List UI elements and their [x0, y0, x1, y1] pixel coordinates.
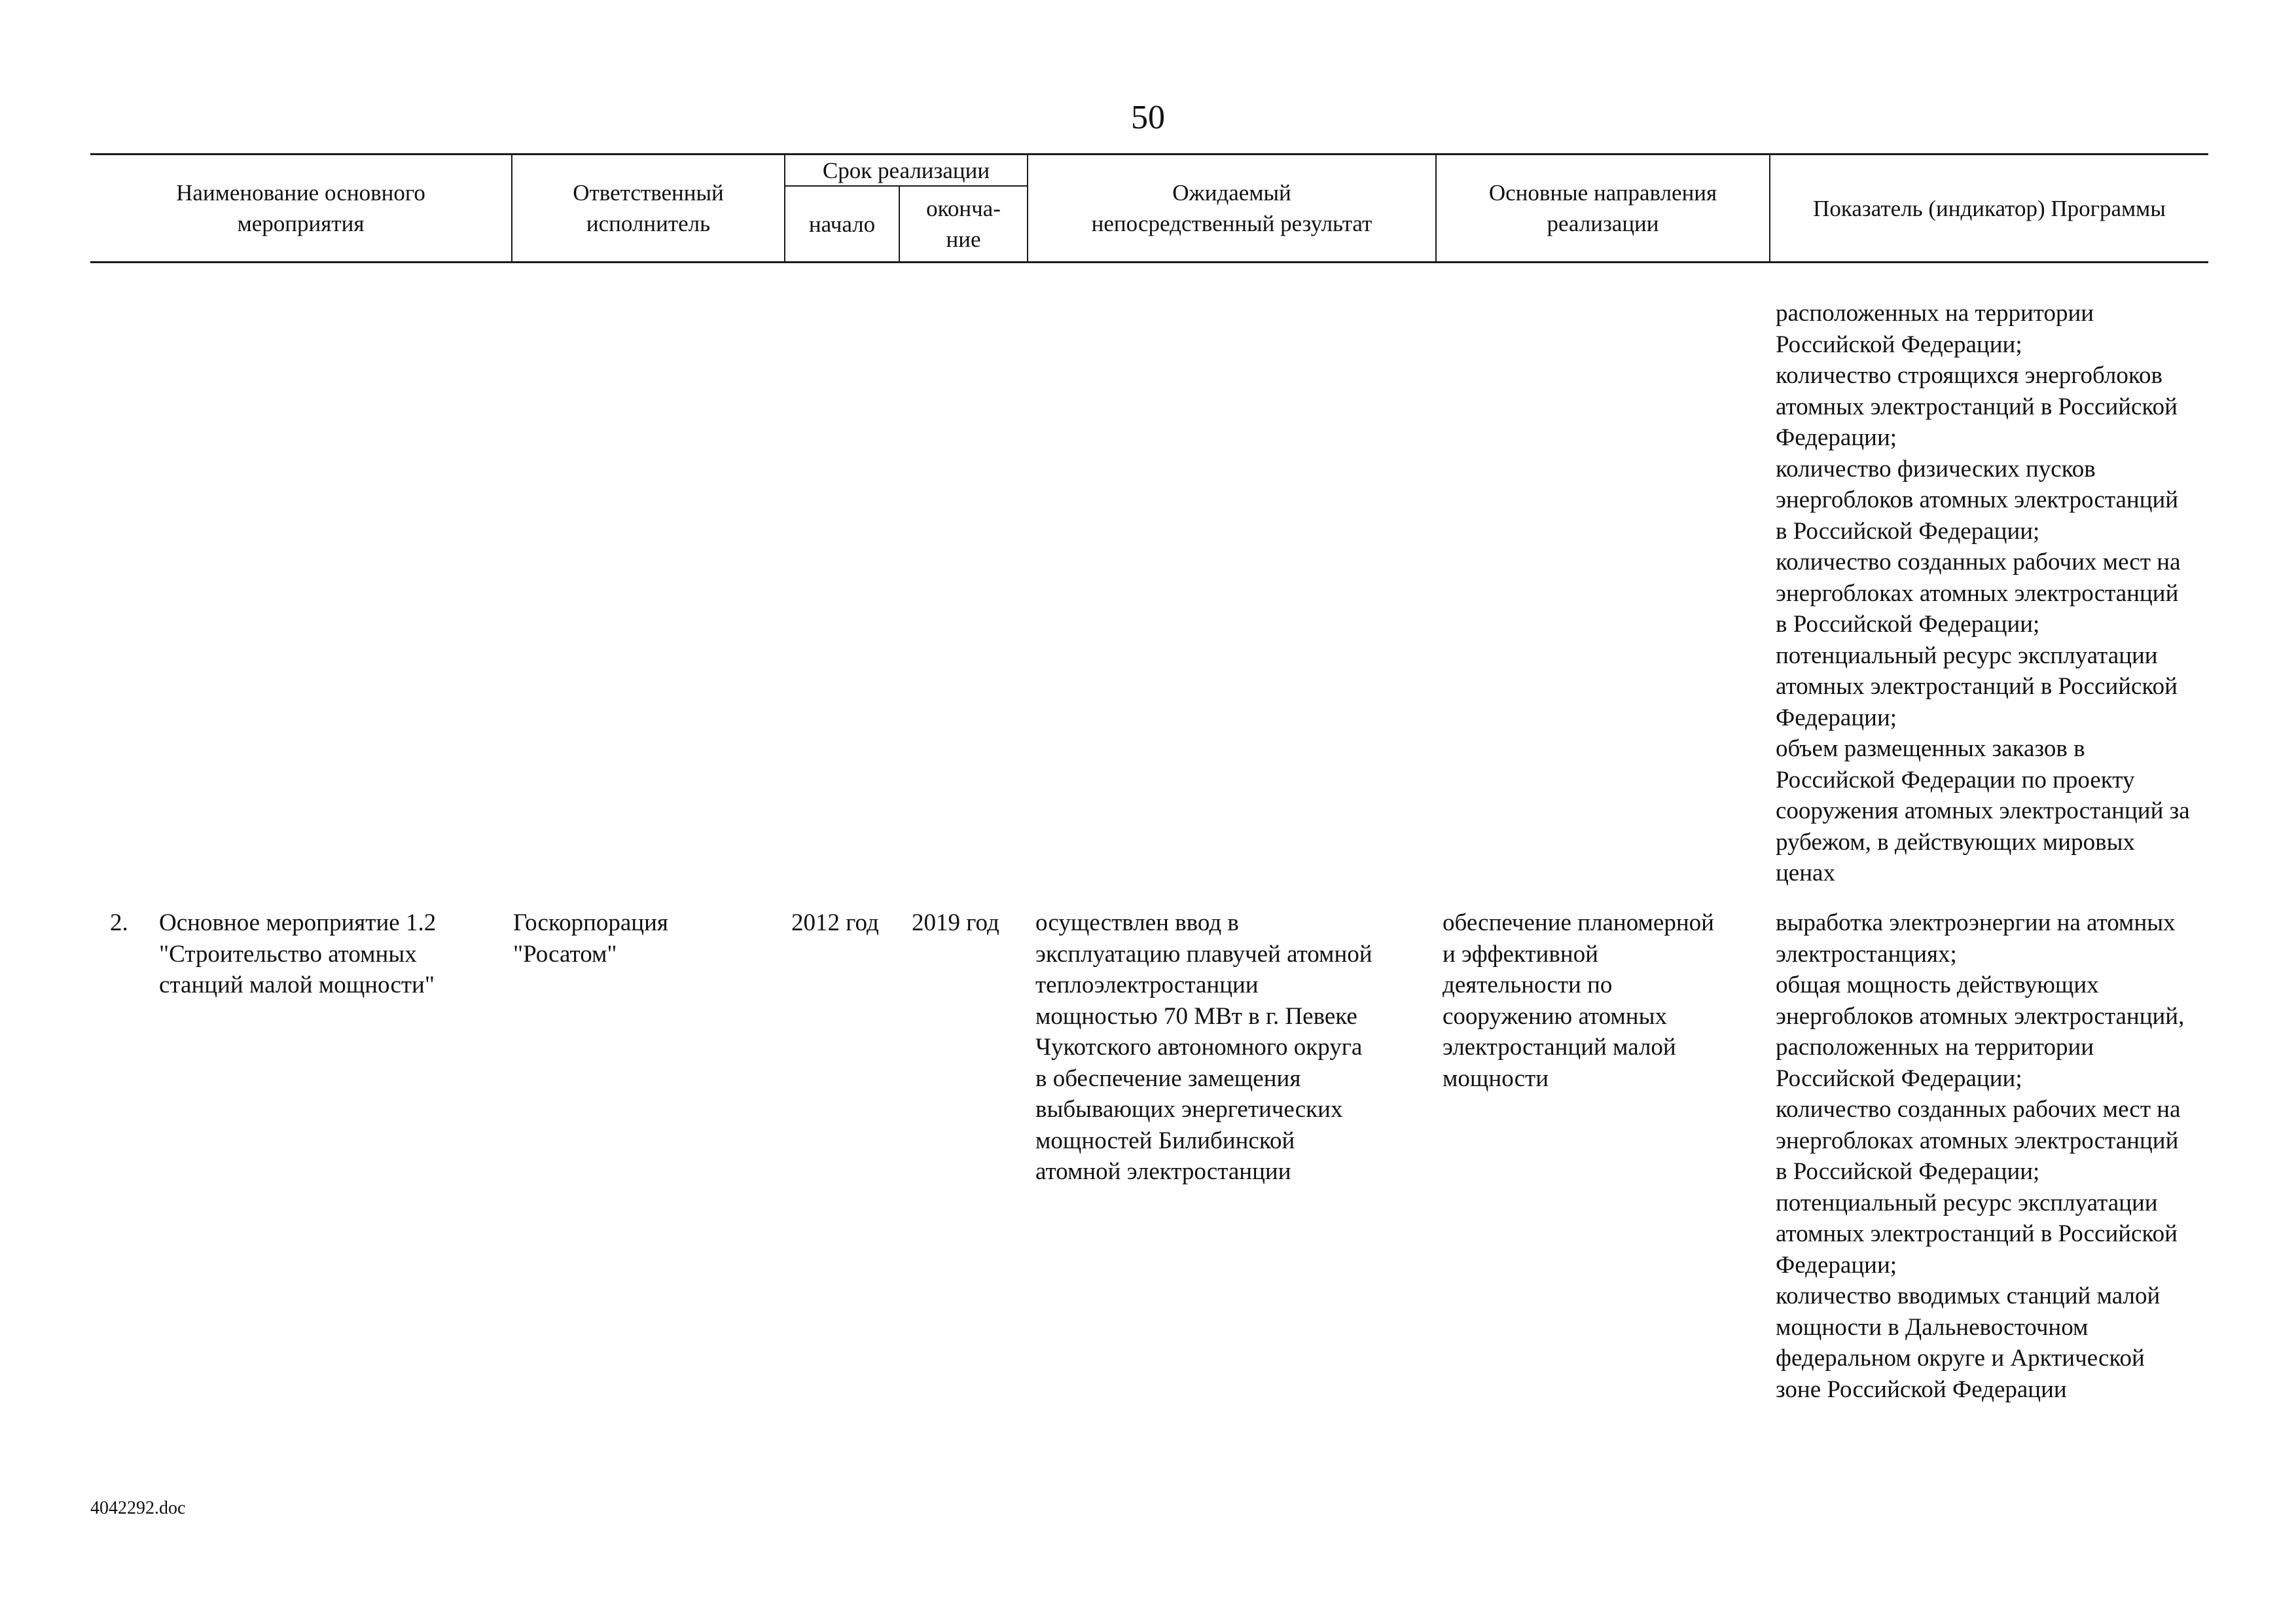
row-directions: обеспечение планомерной и эффективной деятельности по сооружению атомных электростанций малой мощности — [1443, 909, 1714, 1092]
row-number: 2. — [110, 909, 128, 936]
header-name: Наименование основного мероприятия — [176, 180, 425, 236]
header-start: начало — [808, 211, 876, 237]
row-executor: Госкорпорация "Росатом" — [513, 909, 668, 968]
header-result: Ожидаемый непосредственный результат — [1091, 180, 1372, 236]
header-directions: Основные направления реализации — [1488, 180, 1717, 236]
header-period: Срок реализации — [822, 157, 990, 183]
header-end: оконча- ние — [926, 196, 1001, 252]
header-executor: Ответственный исполнитель — [573, 180, 724, 236]
continued-indicator-text: расположенных на территории Российской Федерации; количество строящихся энергоблоков атомных электростанций в Российской Федерации; количество физических пусков энергоблоков атомных электростанций в Российской Федерации; количество созданных рабочих мест на энергоблоках атомных электростанций в Российской Федерации; потенциальный ресурс эксплуатации атомных электростанций в Российской Федерации; объем размещенных заказов в Российской Федерации по проекту сооружения атомных электростанций за рубежом, в действующих мировых ценах — [1776, 300, 2190, 886]
row-indicator: выработка электроэнергии на атомных электростанциях; общая мощность действующих энергоблоков атомных электростанций, расположенных на территории Российской Федерации; количество созданных рабочих мест на энергоблоках атомных электростанций в Российской Федерации; потенциальный ресурс эксплуатации атомных электростанций в Российской Федерации; количество вводимых станций малой мощности в Дальневосточном федеральном округе и Арктической зоне Российской Федерации — [1776, 909, 2185, 1403]
row-result: осуществлен ввод в эксплуатацию плавучей атомной теплоэлектростанции мощностью 70 МВт в г. Певеке Чукотского автономного округа в обеспечение замещения выбывающих энергетических мощностей Билибинской атомной электростанции — [1035, 909, 1372, 1185]
page-number: 50 — [1131, 99, 1165, 136]
row-start: 2012 год — [791, 909, 879, 936]
header-indicator: Показатель (индикатор) Программы — [1813, 195, 2166, 221]
header-bottom-rule — [90, 261, 2208, 263]
row-end: 2019 год — [912, 909, 999, 936]
row-name: Основное мероприятие 1.2 "Строительство атомных станций малой мощности" — [159, 909, 437, 998]
document-footer: 4042292.doc — [90, 1498, 186, 1518]
